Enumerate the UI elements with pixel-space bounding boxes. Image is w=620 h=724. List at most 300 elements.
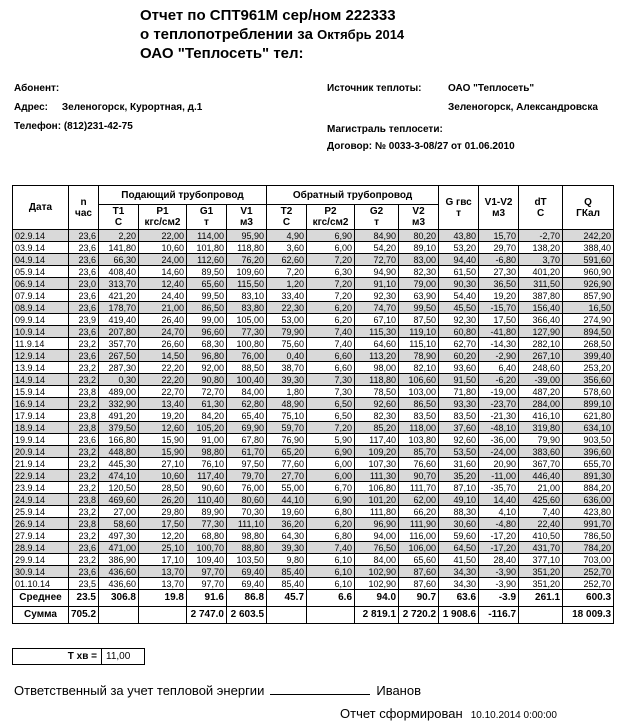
table-cell: 6,90: [307, 446, 355, 458]
table-cell: 13,40: [139, 398, 187, 410]
table-cell: 89,10: [399, 242, 439, 254]
table-cell: 12,20: [139, 530, 187, 542]
table-cell: 5,90: [307, 434, 355, 446]
table-cell: 23,2: [69, 470, 99, 482]
formed-date: 10.10.2014 0:00:00: [470, 710, 557, 721]
table-cell: 252,70: [563, 566, 614, 578]
sum-g2: 2 819.1: [355, 607, 399, 624]
table-cell: 399,40: [563, 350, 614, 362]
avg-dt: 261.1: [519, 590, 563, 607]
table-cell: 101,20: [355, 494, 399, 506]
table-cell: 25.9.14: [13, 506, 69, 518]
table-cell: 100,70: [187, 542, 227, 554]
table-cell: -21,30: [479, 410, 519, 422]
table-cell: 489,00: [99, 386, 139, 398]
table-cell: 60,80: [439, 326, 479, 338]
table-cell: -2,70: [519, 230, 563, 242]
table-cell: 784,20: [563, 542, 614, 554]
table-cell: 23,2: [69, 530, 99, 542]
table-cell: 65,60: [187, 278, 227, 290]
txv-label: T хв =: [13, 649, 102, 665]
table-cell: 94,00: [355, 530, 399, 542]
table-cell: 97,50: [227, 458, 267, 470]
table-cell: 70,30: [227, 506, 267, 518]
table-cell: 08.9.14: [13, 302, 69, 314]
table-cell: 6,90: [307, 230, 355, 242]
table-row: [13, 386, 614, 398]
table-cell: 311,50: [519, 278, 563, 290]
table-cell: 80,60: [227, 494, 267, 506]
table-cell: -35,70: [479, 482, 519, 494]
table-cell: 448,80: [99, 446, 139, 458]
phone-label: Телефон:: [14, 121, 62, 132]
table-row: [13, 242, 614, 254]
table-cell: 15,90: [139, 434, 187, 446]
table-row: [13, 254, 614, 266]
table-cell: 884,20: [563, 482, 614, 494]
contract-value: № 0033-3-08/27 от 01.06.2010: [374, 141, 515, 152]
responsible-label: Ответственный за учет тепловой энергии: [14, 683, 265, 698]
table-row: [13, 518, 614, 530]
table-cell: 27,00: [99, 506, 139, 518]
table-cell: 21,00: [139, 302, 187, 314]
table-cell: 11.9.14: [13, 338, 69, 350]
table-cell: 22.9.14: [13, 470, 69, 482]
table-cell: 621,80: [563, 410, 614, 422]
table-cell: 15.9.14: [13, 386, 69, 398]
table-cell: 2,20: [99, 230, 139, 242]
consumption-table: [12, 185, 614, 624]
table-cell: 319,80: [519, 422, 563, 434]
table-cell: 91,00: [187, 434, 227, 446]
table-cell: 83,50: [399, 410, 439, 422]
table-cell: 23,2: [69, 446, 99, 458]
table-cell: -3,90: [479, 566, 519, 578]
table-cell: 118,80: [355, 374, 399, 386]
table-cell: 85,20: [355, 422, 399, 434]
table-cell: 87,50: [399, 314, 439, 326]
table-cell: 101,80: [187, 242, 227, 254]
table-cell: 37,60: [439, 422, 479, 434]
table-row: [13, 482, 614, 494]
table-cell: 07.9.14: [13, 290, 69, 302]
table-cell: 410,50: [519, 530, 563, 542]
table-cell: 926,90: [563, 278, 614, 290]
table-cell: 107,30: [355, 458, 399, 470]
table-cell: 75,10: [267, 410, 307, 422]
table-cell: 53,00: [267, 314, 307, 326]
table-cell: 77,60: [267, 458, 307, 470]
table-cell: 17,50: [479, 314, 519, 326]
table-cell: 04.9.14: [13, 254, 69, 266]
table-cell: -14,30: [479, 338, 519, 350]
table-cell: 1,80: [267, 386, 307, 398]
table-cell: 05.9.14: [13, 266, 69, 278]
table-cell: 436,60: [99, 566, 139, 578]
avg-t2: 45.7: [267, 590, 307, 607]
table-cell: 891,30: [563, 470, 614, 482]
table-cell: 267,10: [519, 350, 563, 362]
table-cell: 74,70: [355, 302, 399, 314]
table-cell: 23,6: [69, 266, 99, 278]
table-cell: 54,40: [439, 290, 479, 302]
table-cell: -3,90: [479, 578, 519, 590]
table-cell: 92,30: [439, 314, 479, 326]
table-cell: 83,10: [227, 290, 267, 302]
table-cell: 98,80: [187, 446, 227, 458]
table-cell: 117,40: [187, 470, 227, 482]
col-v1-header: V1 м3: [227, 205, 267, 230]
table-cell: 92,00: [187, 362, 227, 374]
table-cell: 79,00: [399, 278, 439, 290]
table-cell: 58,60: [99, 518, 139, 530]
table-cell: 109,40: [187, 554, 227, 566]
table-row: [13, 302, 614, 314]
title-prefix: о теплопотреблении за: [140, 26, 313, 43]
table-cell: 31,60: [439, 458, 479, 470]
avg-ggvs: 63.6: [439, 590, 479, 607]
table-cell: 253,20: [563, 362, 614, 374]
table-cell: 97,70: [187, 566, 227, 578]
col-p1-header: P1 кгс/см2: [139, 205, 187, 230]
table-cell: 22,30: [267, 302, 307, 314]
table-cell: 491,20: [99, 410, 139, 422]
table-cell: 103,00: [399, 386, 439, 398]
table-cell: 120,50: [99, 482, 139, 494]
table-cell: 96,90: [355, 518, 399, 530]
table-cell: 90,60: [187, 482, 227, 494]
table-row: [13, 506, 614, 518]
table-row: [13, 398, 614, 410]
table-cell: 87,10: [439, 482, 479, 494]
table-cell: 23,8: [69, 410, 99, 422]
table-cell: 78,50: [355, 386, 399, 398]
table-cell: 248,60: [519, 362, 563, 374]
table-cell: 94,90: [355, 266, 399, 278]
table-cell: 23,2: [69, 398, 99, 410]
table-cell: 284,00: [519, 398, 563, 410]
table-cell: 351,20: [519, 566, 563, 578]
table-cell: 23,2: [69, 458, 99, 470]
table-cell: 82,30: [399, 266, 439, 278]
col-dt-header: dT С: [519, 186, 563, 230]
sum-n: 705.2: [69, 607, 99, 624]
table-cell: 02.9.14: [13, 230, 69, 242]
table-cell: 7,20: [307, 278, 355, 290]
table-cell: 64,50: [439, 542, 479, 554]
table-cell: 89,50: [187, 266, 227, 278]
contract-label: Договор:: [327, 141, 373, 152]
table-cell: 53,50: [439, 446, 479, 458]
table-cell: 23,5: [69, 578, 99, 590]
table-cell: 66,30: [99, 254, 139, 266]
sum-q: 18 009.3: [563, 607, 614, 624]
table-cell: 114,00: [187, 230, 227, 242]
address-label: Адрес:: [14, 102, 48, 113]
table-cell: 15,70: [479, 230, 519, 242]
table-cell: 39,30: [267, 542, 307, 554]
table-cell: 111,80: [355, 506, 399, 518]
table-cell: -39,00: [519, 374, 563, 386]
table-cell: 59,70: [267, 422, 307, 434]
sum-p2: [307, 607, 355, 624]
table-cell: 76,60: [399, 458, 439, 470]
table-row: [13, 542, 614, 554]
table-cell: 18.9.14: [13, 422, 69, 434]
table-cell: 88,50: [227, 362, 267, 374]
table-cell: 85,70: [399, 446, 439, 458]
table-cell: 79,90: [267, 326, 307, 338]
table-cell: 23,2: [69, 482, 99, 494]
table-cell: 141,80: [99, 242, 139, 254]
table-cell: 49,10: [439, 494, 479, 506]
table-cell: 10.9.14: [13, 326, 69, 338]
table-cell: 23,6: [69, 542, 99, 554]
table-cell: 100,80: [227, 338, 267, 350]
table-cell: 76,50: [355, 542, 399, 554]
table-cell: 95,90: [227, 230, 267, 242]
table-cell: 6,00: [307, 458, 355, 470]
table-cell: 106,00: [399, 542, 439, 554]
table-row: [13, 566, 614, 578]
table-cell: 23,6: [69, 254, 99, 266]
avg-q: 600.3: [563, 590, 614, 607]
table-cell: 487,20: [519, 386, 563, 398]
table-cell: 991,70: [563, 518, 614, 530]
sum-ggvs: 1 908.6: [439, 607, 479, 624]
table-cell: 22,70: [139, 386, 187, 398]
table-cell: 100,40: [227, 374, 267, 386]
table-cell: 6,10: [307, 566, 355, 578]
table-cell: 7,40: [519, 506, 563, 518]
table-cell: 23,6: [69, 566, 99, 578]
table-cell: 6,50: [307, 410, 355, 422]
table-cell: 78,90: [399, 350, 439, 362]
avg-g1: 91.6: [187, 590, 227, 607]
table-cell: 287,30: [99, 362, 139, 374]
table-cell: 111,30: [355, 470, 399, 482]
avg-g2: 94.0: [355, 590, 399, 607]
table-cell: 80,20: [399, 230, 439, 242]
report-month: Октябрь 2014: [317, 27, 405, 42]
table-row: [13, 554, 614, 566]
formed-label: Отчет сформирован: [340, 706, 463, 721]
table-cell: 89,90: [187, 506, 227, 518]
table-cell: 55,00: [267, 482, 307, 494]
table-cell: 10,60: [139, 242, 187, 254]
col-v2-header: V2 м3: [399, 205, 439, 230]
table-cell: 903,50: [563, 434, 614, 446]
table-cell: 53,20: [439, 242, 479, 254]
table-cell: 7,20: [307, 422, 355, 434]
col-t2-header: T2 С: [267, 205, 307, 230]
table-cell: 23,2: [69, 554, 99, 566]
table-cell: 62,60: [267, 254, 307, 266]
table-cell: -48,10: [479, 422, 519, 434]
col-v1v2-header: V1-V2 м3: [479, 186, 519, 230]
table-cell: 3,60: [267, 242, 307, 254]
table-cell: -4,80: [479, 518, 519, 530]
table-cell: 34,30: [439, 578, 479, 590]
table-cell: 83,00: [399, 254, 439, 266]
table-cell: 72,70: [355, 254, 399, 266]
table-cell: 77,30: [227, 326, 267, 338]
table-cell: 62,80: [227, 398, 267, 410]
table-cell: 6,70: [307, 482, 355, 494]
table-row: [13, 338, 614, 350]
table-cell: 23,8: [69, 494, 99, 506]
table-cell: 431,70: [519, 542, 563, 554]
table-cell: 242,20: [563, 230, 614, 242]
source-address: Зеленогорск, Александровска: [448, 102, 598, 113]
table-cell: 62,70: [439, 338, 479, 350]
table-cell: 65,60: [399, 554, 439, 566]
table-cell: 61,30: [187, 398, 227, 410]
table-cell: 366,40: [519, 314, 563, 326]
col-g1-header: G1 т: [187, 205, 227, 230]
table-cell: 178,70: [99, 302, 139, 314]
table-cell: 23,2: [69, 506, 99, 518]
table-cell: 110,40: [187, 494, 227, 506]
sum-v2: 2 720.2: [399, 607, 439, 624]
table-cell: 34,30: [439, 566, 479, 578]
table-cell: 83,50: [439, 410, 479, 422]
table-cell: 17,10: [139, 554, 187, 566]
table-row: [13, 410, 614, 422]
address-row: [14, 102, 202, 113]
col-q-header: Q ГКал: [563, 186, 614, 230]
sum-dt: [519, 607, 563, 624]
table-cell: 67,80: [227, 434, 267, 446]
table-row: [13, 362, 614, 374]
table-cell: 6,40: [479, 362, 519, 374]
table-cell: 99,50: [187, 290, 227, 302]
table-cell: 17.9.14: [13, 410, 69, 422]
table-cell: 76,90: [267, 434, 307, 446]
table-cell: 27,30: [479, 266, 519, 278]
table-cell: 22,20: [139, 374, 187, 386]
table-cell: 102,90: [355, 566, 399, 578]
table-cell: -41,80: [479, 326, 519, 338]
table-cell: 39,30: [267, 374, 307, 386]
table-cell: 88,30: [439, 506, 479, 518]
table-cell: 38,70: [267, 362, 307, 374]
table-cell: 591,60: [563, 254, 614, 266]
table-cell: 127,90: [519, 326, 563, 338]
table-cell: 69,40: [227, 578, 267, 590]
table-cell: 22,40: [519, 518, 563, 530]
table-cell: 703,00: [563, 554, 614, 566]
table-cell: 6,60: [307, 362, 355, 374]
table-cell: 85,40: [267, 578, 307, 590]
table-cell: 97,70: [187, 578, 227, 590]
table-cell: 6,30: [307, 266, 355, 278]
table-cell: 54,20: [355, 242, 399, 254]
table-cell: 313,70: [99, 278, 139, 290]
table-cell: 23,2: [69, 338, 99, 350]
table-cell: 76,10: [187, 458, 227, 470]
table-cell: 23,8: [69, 518, 99, 530]
responsible-line: [14, 683, 421, 698]
table-cell: 23,8: [69, 386, 99, 398]
table-cell: 87,60: [399, 566, 439, 578]
table-row: [13, 494, 614, 506]
average-label: Среднее: [13, 590, 69, 607]
table-cell: 23,6: [69, 302, 99, 314]
table-cell: 6,20: [307, 314, 355, 326]
table-cell: 367,70: [519, 458, 563, 470]
table-cell: 111,10: [227, 518, 267, 530]
table-cell: 94,40: [439, 254, 479, 266]
table-cell: 24,40: [139, 290, 187, 302]
table-cell: 636,00: [563, 494, 614, 506]
table-cell: 26,60: [139, 338, 187, 350]
report-title: [140, 6, 404, 63]
table-cell: 27.9.14: [13, 530, 69, 542]
table-cell: 6,80: [307, 506, 355, 518]
table-cell: 387,80: [519, 290, 563, 302]
table-cell: 23,2: [69, 362, 99, 374]
table-cell: 9,80: [267, 554, 307, 566]
table-cell: 24.9.14: [13, 494, 69, 506]
table-cell: 111,70: [399, 482, 439, 494]
table-cell: 6,10: [307, 554, 355, 566]
table-row: [13, 470, 614, 482]
table-cell: 119,10: [399, 326, 439, 338]
table-cell: 894,50: [563, 326, 614, 338]
table-cell: 268,50: [563, 338, 614, 350]
table-cell: 22,20: [139, 362, 187, 374]
table-cell: 106,60: [399, 374, 439, 386]
avg-p2: 6.6: [307, 590, 355, 607]
table-cell: 7,20: [307, 290, 355, 302]
table-cell: 15,90: [139, 446, 187, 458]
table-cell: 578,60: [563, 386, 614, 398]
table-cell: 29,70: [479, 242, 519, 254]
table-cell: 23,6: [69, 326, 99, 338]
table-cell: 421,20: [99, 290, 139, 302]
table-cell: 115,10: [399, 338, 439, 350]
table-cell: 14,40: [479, 494, 519, 506]
table-cell: 471,00: [99, 542, 139, 554]
table-cell: 72,70: [187, 386, 227, 398]
table-cell: 6,00: [307, 242, 355, 254]
table-cell: 112,60: [187, 254, 227, 266]
table-cell: 156,40: [519, 302, 563, 314]
return-pipe-header: Обратный трубопровод: [267, 186, 439, 205]
table-cell: 7,30: [307, 374, 355, 386]
table-cell: 96,80: [187, 350, 227, 362]
table-cell: 267,50: [99, 350, 139, 362]
table-cell: 20,90: [479, 458, 519, 470]
table-cell: 117,40: [355, 434, 399, 446]
table-cell: 88,80: [227, 542, 267, 554]
table-cell: 3,70: [519, 254, 563, 266]
table-cell: 99,50: [399, 302, 439, 314]
table-cell: 76,00: [227, 350, 267, 362]
col-g2-header: G2 т: [355, 205, 399, 230]
title-line-1: Отчет по СПТ961М сер/ном 222333: [140, 7, 396, 24]
table-row: [13, 290, 614, 302]
table-cell: 113,20: [355, 350, 399, 362]
table-cell: 23,6: [69, 230, 99, 242]
table-cell: 10,60: [139, 470, 187, 482]
cold-water-temp-table: [12, 648, 145, 665]
table-cell: 23,6: [69, 290, 99, 302]
table-cell: 6,50: [307, 398, 355, 410]
table-cell: 26,20: [139, 494, 187, 506]
table-cell: 26.9.14: [13, 518, 69, 530]
